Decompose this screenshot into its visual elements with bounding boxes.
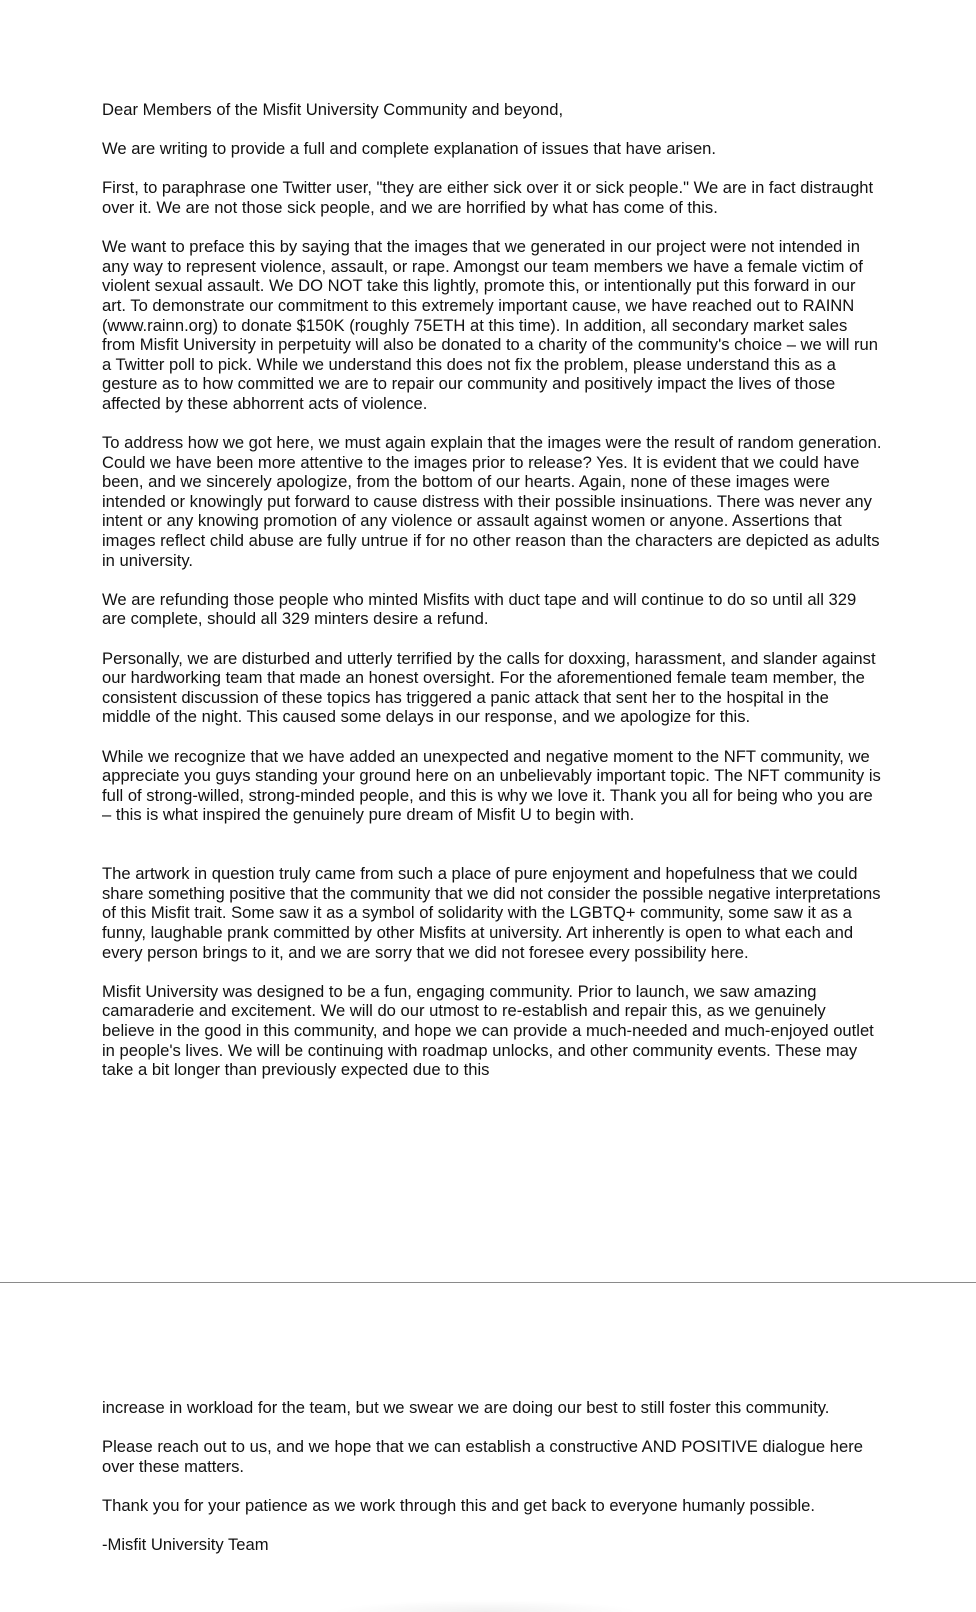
letter-greeting: Dear Members of the Misfit University Community and beyond, (102, 100, 564, 119)
paragraph-artwork: The artwork in question truly came from such a place of pure enjoyment and hopefulness that we could share something positive that the community that we did not consider the possible negative interpretations of this Misfit trait. Some saw it as a symbol of solidarity with the LGBTQ+ community, some saw it as a funny, laughable prank committed by other Misfits at university. Art inherently is open to what each and every person brings to it, and we are sorry that we did not foresee every possibility here. (102, 864, 881, 962)
letter-signature: -Misfit University Team (102, 1535, 269, 1555)
letter-body-continued (102, 1398, 882, 1574)
paragraph-intro: We are writing to provide a full and complete explanation of issues that have arisen. (102, 139, 717, 159)
paragraph-random-generation: To address how we got here, we must again explain that the images were the result of random generation. Could we have been more attentive to the images prior to release? Yes. It is evident that we could have been, and we sincerely apologize, from the bottom of our hearts. Again, none of these images were intended or knowingly put forward to cause distress with their possible insinuations. There was never any intent or any knowing promotion of any violence or assault against women or anyone. Assertions that images reflect child abuse are fully untrue if for no other reason than the characters are depicted as adults in university. (102, 433, 882, 570)
paragraph-nft-community: While we recognize that we have added an unexpected and negative moment to the NFT community, we appreciate you guys standing your ground here on an unbelievably important topic. The NFT community is full of strong-willed, strong-minded people, and this is why we love it. Thank you all for being who you are – this is what inspired the genuinely pure dream of Misfit U to begin with. (102, 746, 881, 825)
document-page-2 (0, 1283, 976, 1612)
paragraph-donation: We want to preface this by saying that the images that we generated in our project were not intended in any way to represent violence, assault, or rape. Amongst our team members we have a female victim of violent sexual assault. We DO NOT take this lightly, promote this, or intentionally put this forward in our art. To demonstrate our commitment to this extremely important cause, we have reached out to RAINN (www.rainn.org) to donate $150K (roughly 75ETH at this time). In addition, all secondary market sales from Misfit University in perpetuity will also be donated to a charity of the community's choice – we will run a Twitter poll to pick. While we understand this does not fix the problem, please understand this as a gesture as to how committed we are to repair our community and positively impact the lives of those affected by these abhorrent acts of violence. (102, 237, 879, 413)
paragraph-workload: increase in workload for the team, but we swear we are doing our best to still foster this community. (102, 1398, 830, 1417)
paragraph-reach-out: Please reach out to us, and we hope that we can establish a constructive AND POSITIVE dialogue here over these matters. (102, 1437, 863, 1476)
paragraph-refunds: We are refunding those people who minted Misfits with duct tape and will continue to do so until all 329 are complete, should all 329 minters desire a refund. (102, 589, 857, 629)
paragraph-harassment: Personally, we are disturbed and utterly terrified by the calls for doxxing, harassment, and slander against our hardworking team that made an honest oversight. For the aforementioned female team member, the consistent discussion of these topics has triggered a panic attack that sent her to the hospital in the middle of the night. This caused some delays in our response, and we apologize for this. (102, 648, 876, 727)
paragraph-thank-you: Thank you for your patience as we work through this and get back to everyone humanly possible. (102, 1495, 816, 1515)
paragraph-community-roadmap: Misfit University was designed to be a fun, engaging community. Prior to launch, we saw amazing camaraderie and excitement. We will do our utmost to re-establish and repair this, as we genuinely believe in the good in this community, and hope we can provide a much-needed and much-enjoyed outlet in people's lives. We will be continuing with roadmap unlocks, and other community events. These may take a bit longer than previously expected due to this (102, 981, 874, 1080)
page-edge-shadow (330, 1600, 640, 1612)
paragraph-sick-people: First, to paraphrase one Twitter user, "they are either sick over it or sick people." We are in fact distraught over it. We are not those sick people, and we are horrified by what has come of this. (102, 178, 874, 217)
letter-body (102, 100, 882, 1099)
